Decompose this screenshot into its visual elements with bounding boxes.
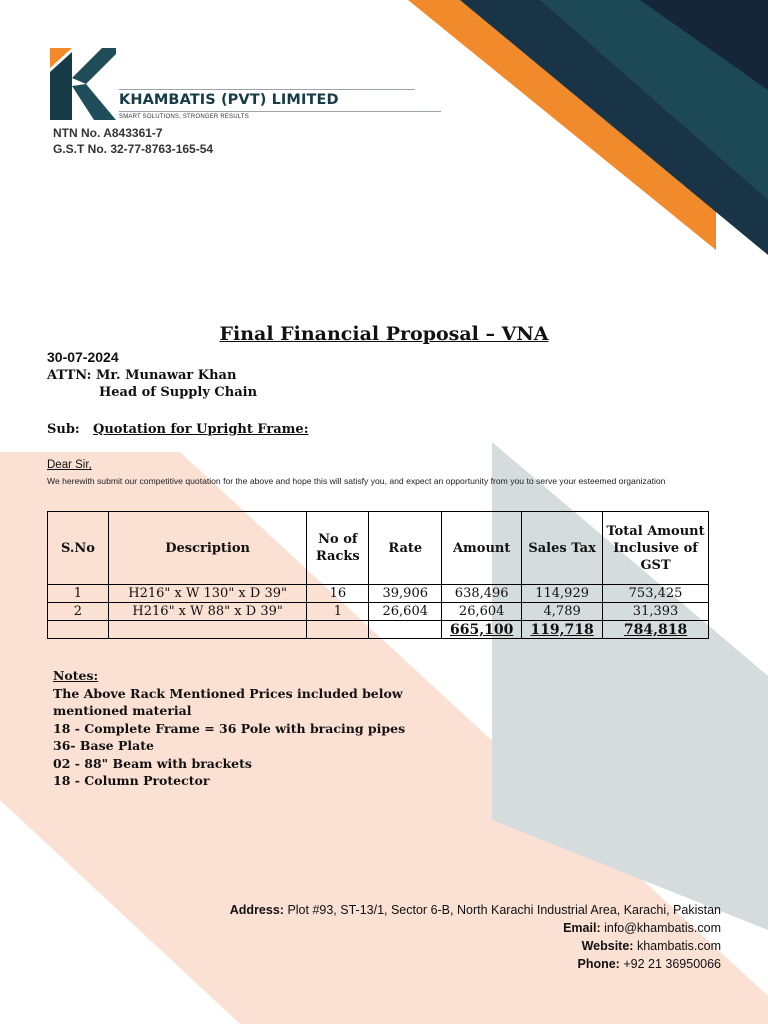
table-row	[48, 585, 709, 603]
empty-cell	[108, 621, 306, 639]
quotation-table	[47, 511, 709, 639]
intro-paragraph: We herewith submit our competitive quotation for the above and hope this will satisfy you, and expect an opportunity from you to serve your esteemed organization	[47, 476, 666, 486]
website-label: Website:	[581, 939, 634, 953]
subject-label: Sub:	[47, 422, 80, 437]
table-header-row	[48, 512, 709, 585]
footer-email	[563, 921, 721, 935]
column-header: Sales Tax	[522, 512, 603, 585]
column-header: Total Amount Inclusive of GST	[603, 512, 709, 585]
table-cell: 753,425	[603, 585, 709, 603]
table-cell: H216" x W 130" x D 39"	[108, 585, 306, 603]
column-header: No of Racks	[307, 512, 369, 585]
email-link[interactable]: info@khambatis.com	[604, 921, 721, 935]
table-cell: 1	[48, 585, 109, 603]
table-cell: 16	[307, 585, 369, 603]
document-title: Final Financial Proposal – VNA	[219, 323, 549, 345]
column-header: Amount	[442, 512, 522, 585]
notes-section	[53, 667, 473, 790]
phone-label: Phone:	[577, 957, 620, 971]
table-cell: 31,393	[603, 603, 709, 621]
table-cell: 638,496	[442, 585, 522, 603]
address-label: Address:	[229, 903, 284, 917]
letter-date: 30-07-2024	[47, 349, 119, 365]
attention-title: Head of Supply Chain	[99, 385, 258, 400]
column-header: S.No	[48, 512, 109, 585]
table-cell: 2	[48, 603, 109, 621]
note-line: 18 - Complete Frame = 36 Pole with bracing pipes	[53, 720, 406, 736]
website-link[interactable]: khambatis.com	[636, 939, 721, 953]
table-totals-row	[48, 621, 709, 639]
total-sales-tax: 119,718	[522, 621, 603, 639]
attention-line: ATTN: Mr. Munawar Khan	[47, 368, 237, 383]
table-cell: 1	[307, 603, 369, 621]
footer-phone	[577, 957, 721, 971]
column-header: Description	[108, 512, 306, 585]
notes-heading: Notes:	[53, 668, 99, 683]
footer-website	[582, 939, 721, 953]
khambatis-k-logo-icon	[50, 48, 116, 120]
note-line: The Above Rack Mentioned Prices included below mentioned material	[53, 685, 403, 718]
empty-cell	[48, 621, 109, 639]
salutation: Dear Sir,	[47, 459, 92, 471]
column-header: Rate	[369, 512, 442, 585]
table-cell: 26,604	[369, 603, 442, 621]
grand-total: 784,818	[603, 621, 709, 639]
table-row	[48, 603, 709, 621]
company-tagline: SMART SOLUTIONS, STRONGER RESULTS	[119, 114, 249, 120]
email-label: Email:	[563, 921, 601, 935]
address-value: Plot #93, ST-13/1, Sector 6-B, North Karachi Industrial Area, Karachi, Pakistan	[287, 903, 721, 917]
phone-number: +92 21 36950066	[623, 957, 721, 971]
empty-cell	[369, 621, 442, 639]
note-line: 02 - 88" Beam with brackets	[53, 755, 252, 771]
table-cell: 26,604	[442, 603, 522, 621]
footer-address	[230, 903, 721, 917]
table-cell: 114,929	[522, 585, 603, 603]
note-line: 18 - Column Protector	[53, 773, 210, 788]
table-cell: H216" x W 88" x D 39"	[108, 603, 306, 621]
table-cell: 39,906	[369, 585, 442, 603]
gst-number: G.S.T No. 32-77-8763-165-54	[53, 142, 214, 156]
company-name: KHAMBATIS (PVT) LIMITED	[119, 92, 339, 108]
logo-divider-top	[119, 89, 415, 90]
empty-cell	[307, 621, 369, 639]
subject-text: Quotation for Upright Frame:	[93, 422, 309, 437]
total-amount: 665,100	[442, 621, 522, 639]
ntn-number: NTN No. A843361-7	[53, 126, 163, 140]
logo-divider-bottom	[119, 111, 441, 112]
table-cell: 4,789	[522, 603, 603, 621]
note-line: 36- Base Plate	[53, 738, 154, 753]
